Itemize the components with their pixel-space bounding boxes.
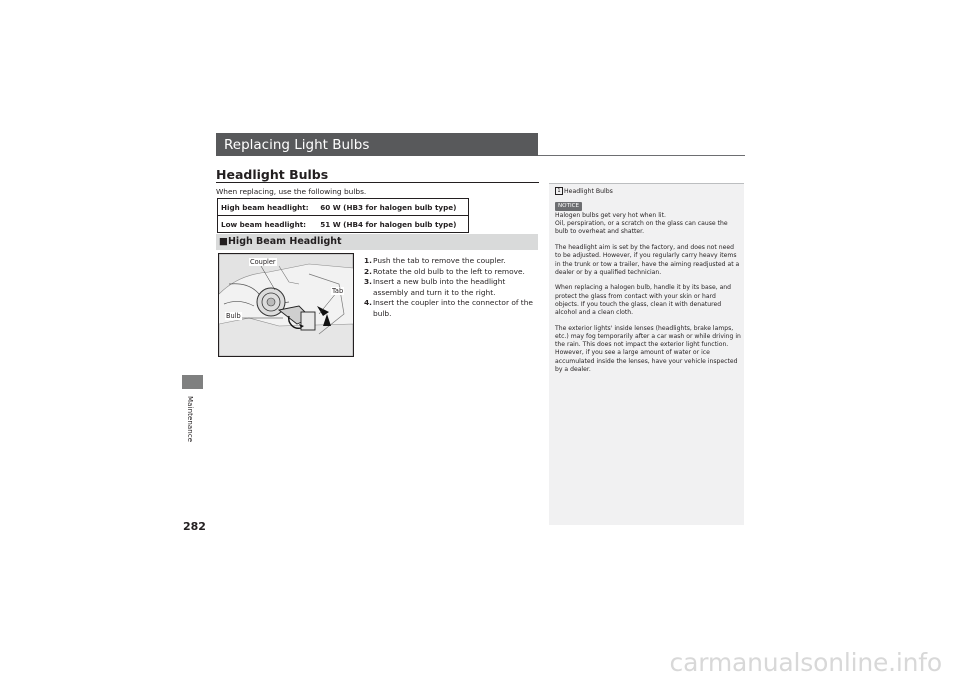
note-body bbox=[555, 212, 741, 381]
step-text: Insert a new bulb into the headlight assembly and turn it to the right. bbox=[373, 277, 506, 297]
table-row bbox=[218, 216, 469, 233]
step-number: 1. bbox=[364, 256, 372, 265]
step-number: 4. bbox=[364, 298, 372, 308]
note-paragraph: Halogen bulbs get very hot when lit. Oil, perspiration, or a scratch on the glass can cause the bulb to overheat and shatter. bbox=[555, 212, 728, 236]
note-paragraph: The headlight aim is set by the factory, and does not need to be adjusted. However, if you regularly carry heavy items in the trunk or tow a trailer, have the aiming readjusted at a dealer or by a qualified technician. bbox=[555, 244, 740, 276]
engine-bay-drawing bbox=[219, 254, 353, 356]
subsection-title-text: High Beam Headlight bbox=[227, 236, 342, 247]
note-heading-text: Headlight Bulbs bbox=[564, 188, 613, 195]
tab-callout: Tab bbox=[332, 287, 344, 295]
list-item bbox=[364, 298, 540, 319]
subsection-title bbox=[219, 236, 342, 247]
section-title: Headlight Bulbs bbox=[216, 167, 329, 182]
step-text: Push the tab to remove the coupler. bbox=[373, 256, 506, 265]
page-number: 282 bbox=[183, 520, 206, 533]
reference-icon: 1 bbox=[555, 187, 563, 195]
spec-label: Low beam headlight: bbox=[221, 219, 307, 229]
table-row bbox=[218, 199, 469, 216]
intro-text: When replacing, use the following bulbs. bbox=[216, 187, 367, 196]
note-paragraph: The exterior lights' inside lenses (headlights, brake lamps, etc.) may fog temporarily after a car wash or while driving in the rain. This does not impact the exterior light function. However, if you see a large amount of water or ice accumulated inside the lenses, have your vehicle inspected by a dealer. bbox=[555, 324, 741, 373]
note-heading bbox=[555, 187, 613, 195]
title-rule bbox=[538, 155, 745, 156]
spec-label: High beam headlight: bbox=[218, 199, 318, 216]
list-item bbox=[364, 256, 540, 267]
list-item bbox=[364, 267, 540, 278]
spec-value: 51 W (HB4 for halogen bulb type) bbox=[320, 219, 457, 229]
headlight-illustration bbox=[218, 253, 354, 357]
notice-badge: NOTICE bbox=[555, 202, 582, 211]
step-list bbox=[364, 256, 540, 320]
list-item bbox=[364, 277, 540, 298]
step-text: Insert the coupler into the connector of the bulb. bbox=[373, 298, 533, 318]
step-number: 2. bbox=[364, 266, 372, 276]
note-paragraph: When replacing a halogen bulb, handle it by its base, and protect the glass from contact with your skin or hard objects. If you touch the glass, clean it with denatured alcohol and a clean cloth. bbox=[555, 284, 732, 317]
chapter-tab-marker bbox=[182, 375, 203, 389]
page-title: Replacing Light Bulbs bbox=[224, 137, 370, 153]
coupler-callout: Coupler bbox=[250, 258, 276, 266]
bulb-spec-table bbox=[217, 198, 469, 233]
note-rule bbox=[549, 183, 744, 184]
spec-value: 60 W (HB3 for halogen bulb type) bbox=[317, 199, 468, 216]
square-bullet-icon: ■ bbox=[219, 236, 228, 247]
watermark: carmanualsonline.info bbox=[669, 648, 942, 677]
step-text: Rotate the old bulb to the left to remove. bbox=[373, 266, 525, 276]
chapter-side-label: Maintenance bbox=[186, 396, 194, 443]
step-number: 3. bbox=[364, 277, 372, 287]
bulb-callout: Bulb bbox=[226, 312, 241, 320]
section-rule bbox=[216, 182, 539, 183]
